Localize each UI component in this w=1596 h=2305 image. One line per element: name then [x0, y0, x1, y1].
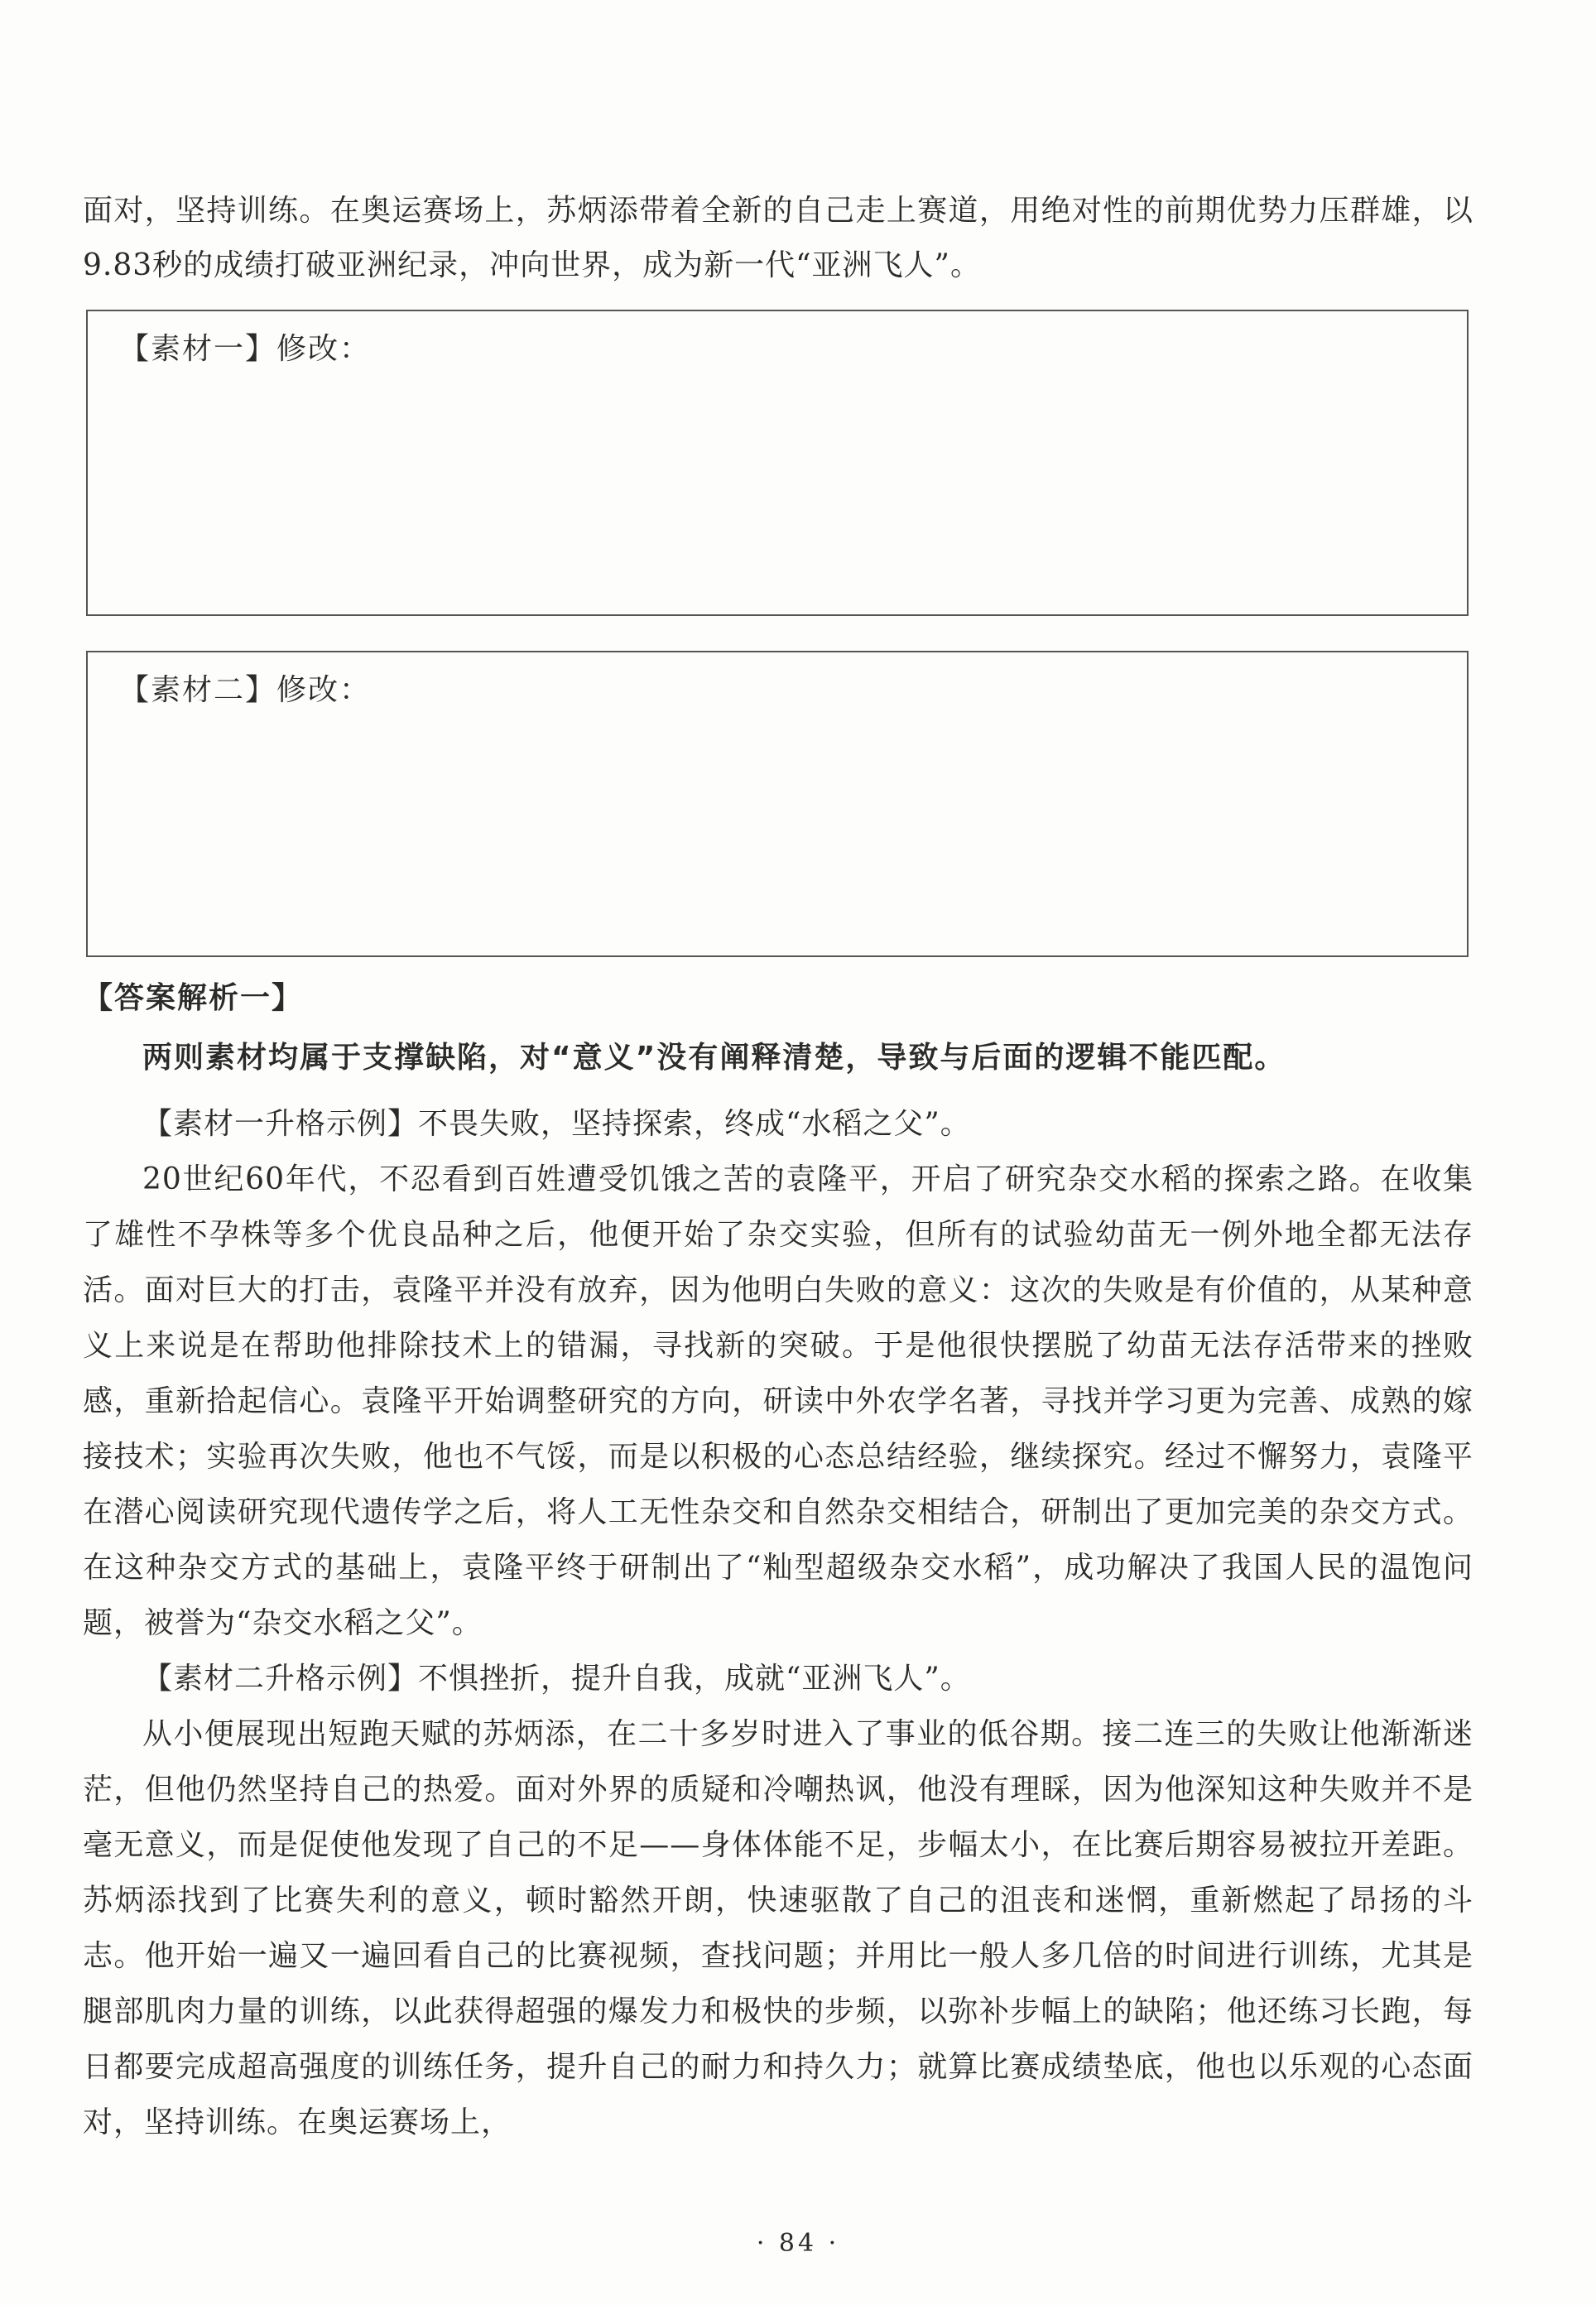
page-number: · 84 ·	[756, 2229, 840, 2258]
material-two-label: 【素材二】修改：	[119, 673, 372, 707]
example-one-title: 【素材一升格示例】不畏失败，坚持探索，终成“水稻之父”。	[142, 1107, 971, 1141]
answer-body	[83, 1096, 1473, 2150]
material-one-box	[86, 310, 1469, 616]
example-two-body: 从小便展现出短跑天赋的苏炳添，在二十多岁时进入了事业的低谷期。接二连三的失败让他渐渐迷茫，但他仍然坚持自己的热爱。面对外界的质疑和冷嘲热讽，他没有理睬，因为他深知这种失败并不是毫无意义，而是促使他发现了自己的不足——身体体能不足，步幅太小，在比赛后期容易被拉开差距。苏炳添找到了比赛失利的意义，顿时豁然开朗，快速驱散了自己的沮丧和迷惘，重新燃起了昂扬的斗志。他开始一遍又一遍回看自己的比赛视频，查找问题；并用比一般人多几倍的时间进行训练，尤其是腿部肌肉力量的训练，以此获得超强的爆发力和极快的步频，以弥补步幅上的缺陷；他还练习长跑，每日都要完成超高强度的训练任务，提升自己的耐力和持久力；就算比赛成绩垫底，他也以乐观的心态面对，坚持训练。在奥运赛场上，	[83, 1717, 1473, 2139]
answer-heading: 【答案解析一】	[83, 981, 304, 1015]
intro-paragraph: 面对，坚持训练。在奥运赛场上，苏炳添带着全新的自己走上赛道，用绝对性的前期优势力压群雄，以9.83秒的成绩打破亚洲纪录，冲向世界，成为新一代“亚洲飞人”。	[83, 194, 1473, 282]
example-one-body: 20世纪60年代，不忍看到百姓遭受饥饿之苦的袁隆平，开启了研究杂交水稻的探索之路。在收集了雄性不孕株等多个优良品种之后，他便开始了杂交实验，但所有的试验幼苗无一例外地全都无法存活。面对巨大的打击，袁隆平并没有放弃，因为他明白失败的意义：这次的失败是有价值的，从某种意义上来说是在帮助他排除技术上的错漏，寻找新的突破。于是他很快摆脱了幼苗无法存活带来的挫败感，重新拾起信心。袁隆平开始调整研究的方向，研读中外农学名著，寻找并学习更为完善、成熟的嫁接技术；实验再次失败，他也不气馁，而是以积极的心态总结经验，继续探究。经过不懈努力，袁隆平在潜心阅读研究现代遗传学之后，将人工无性杂交和自然杂交相结合，研制出了更加完美的杂交方式。在这种杂交方式的基础上，袁隆平终于研制出了“籼型超级杂交水稻”，成功解决了我国人民的温饱问题，被誉为“杂交水稻之父”。	[83, 1162, 1473, 1640]
material-two-box	[86, 651, 1469, 957]
example-two-title: 【素材二升格示例】不惧挫折，提升自我，成就“亚洲飞人”。	[142, 1662, 971, 1696]
material-one-label: 【素材一】修改：	[119, 332, 372, 366]
answer-summary: 两则素材均属于支撑缺陷，对“意义”没有阐释清楚，导致与后面的逻辑不能匹配。	[142, 1041, 1286, 1075]
